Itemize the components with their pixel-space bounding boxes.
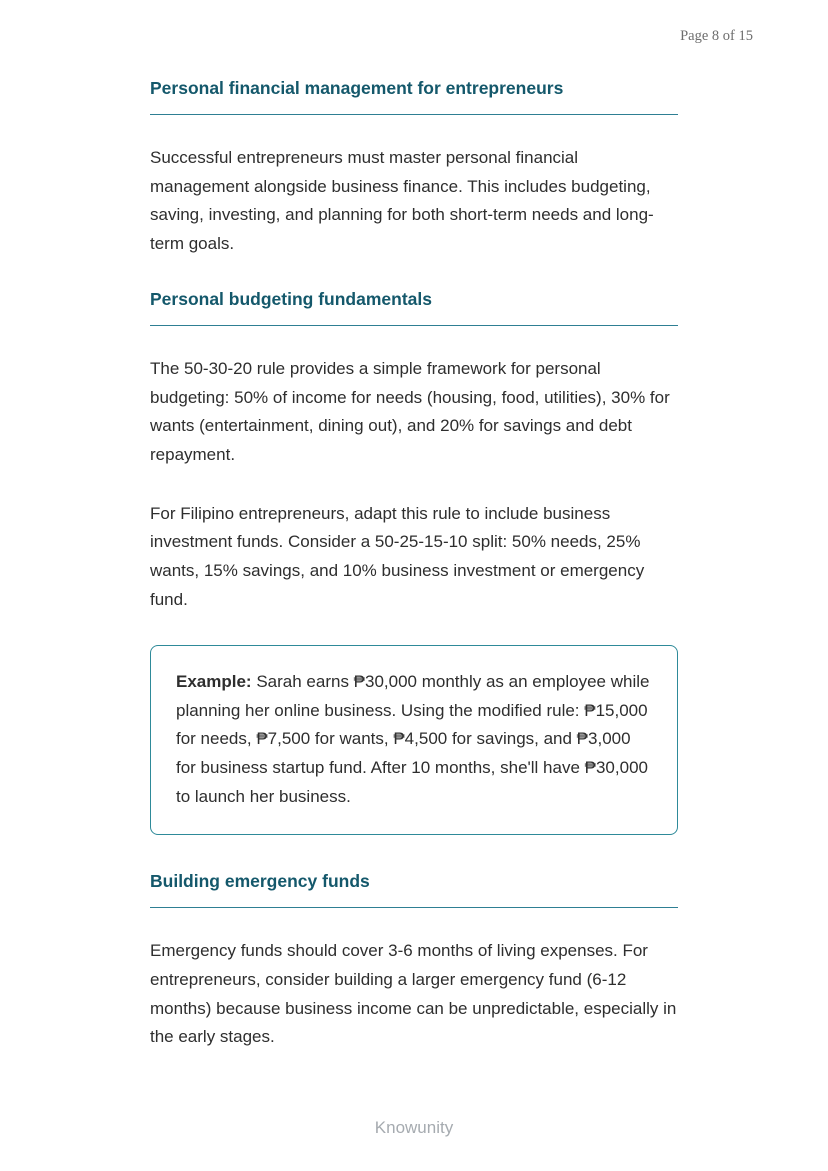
- paragraph: For Filipino entrepreneurs, adapt this rule to include business investment funds. Consider a 50-25-15-10 split: 50% needs, 25% wants, 15% savings, and 10% business investment or emergency fund.: [150, 503, 645, 609]
- section-personal-budgeting-fundamentals: [150, 289, 678, 835]
- paragraph: Successful entrepreneurs must master personal financial management alongside business finance. This includes budgeting, saving, investing, and planning for both short-term needs and long-term goals.: [150, 148, 654, 254]
- section-heading: Personal budgeting fundamentals: [150, 289, 678, 326]
- example-body-text: Sarah earns ₱30,000 monthly as an employee while planning her online business. Using the modified rule: ₱15,000 for needs, ₱7,500 for wants, ₱4,500 for savings, and ₱3,000 for business startup fund. After 10 months, she'll have ₱30,000 to launch her business.: [176, 671, 650, 807]
- section-personal-financial-management: [150, 78, 678, 259]
- example-text: [176, 668, 652, 812]
- paragraph: The 50-30-20 rule provides a simple framework for personal budgeting: 50% of income for needs (housing, food, utilities), 30% for wants (entertainment, dining out), and 20% for savings and debt repayment.: [150, 358, 670, 465]
- example-label: Example:: [176, 671, 252, 691]
- page-indicator: Page 8 of 15: [680, 28, 753, 44]
- section-heading: Building emergency funds: [150, 871, 678, 908]
- example-callout-box: [150, 645, 678, 835]
- paragraph: Emergency funds should cover 3-6 months of living expenses. For entrepreneurs, consider building a larger emergency fund (6-12 months) because business income can be unpredictable, especially in the early stages.: [150, 941, 677, 1047]
- document-content: [150, 78, 678, 1082]
- section-heading: Personal financial management for entrepreneurs: [150, 78, 678, 115]
- section-building-emergency-funds: [150, 871, 678, 1052]
- footer-brand: Knowunity: [374, 1118, 454, 1137]
